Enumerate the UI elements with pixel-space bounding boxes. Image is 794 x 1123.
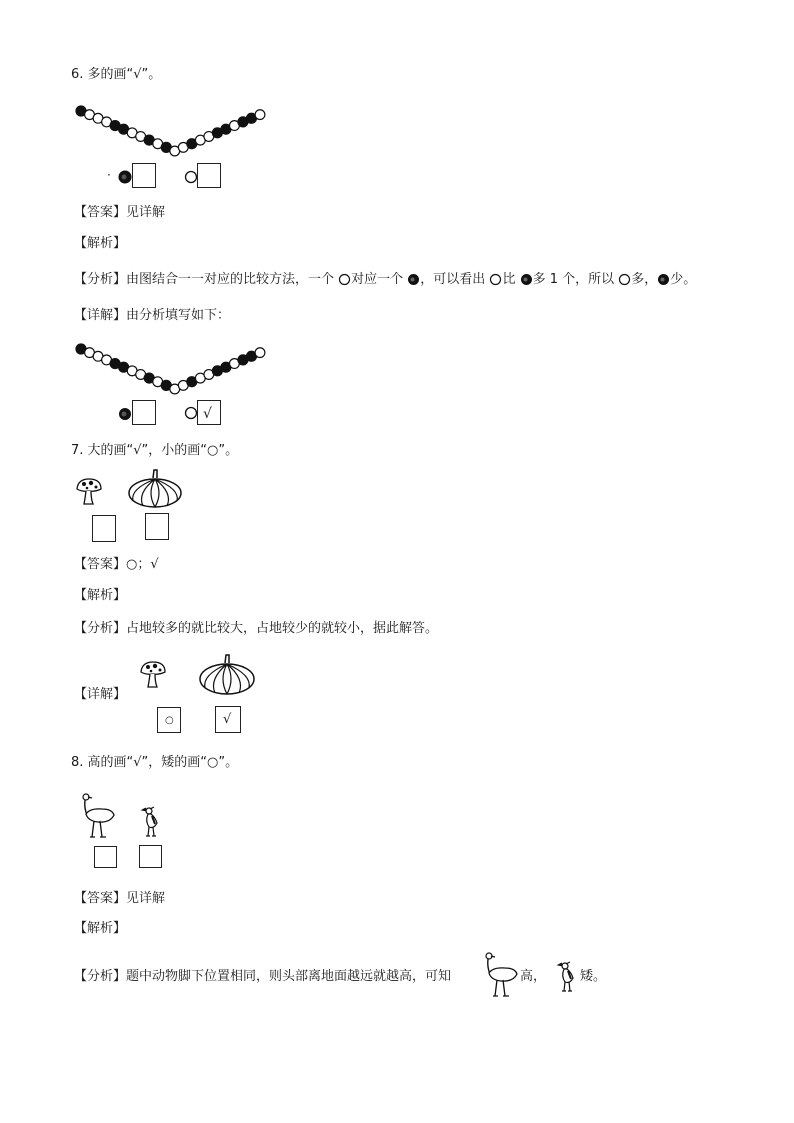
answer-tag: 【答案】: [74, 557, 127, 572]
answer-box-pumpkin[interactable]: [215, 706, 241, 733]
bead-string-figure: [74, 342, 268, 398]
bird-icon: [556, 961, 578, 993]
ostrich-icon: [481, 952, 521, 998]
black-bead-icon: [657, 273, 670, 286]
black-bead-icon: [118, 170, 132, 184]
fenxi-text: 多 1 个，所以: [532, 272, 619, 287]
pumpkin-icon: [198, 654, 256, 696]
q8-fenxi: [74, 968, 451, 986]
answer-text: ○；√: [126, 557, 159, 572]
answer-box-mushroom[interactable]: [157, 707, 181, 733]
check-mark: √: [223, 712, 232, 727]
fenxi-text: 题中动物脚下位置相同，则头部离地面越远就越高，可知: [126, 969, 452, 984]
white-bead-icon: [184, 406, 198, 420]
answer-box-bird[interactable]: [139, 845, 162, 868]
q8-answer: [74, 890, 165, 908]
answer-box-white[interactable]: [197, 400, 221, 425]
q6-detail: [74, 307, 230, 325]
circle-mark: ○: [165, 715, 174, 726]
answer-text: 见详解: [126, 205, 166, 220]
bird-icon: [140, 806, 162, 838]
answer-box-white[interactable]: [197, 163, 221, 188]
fenxi-text: 少。: [670, 272, 697, 287]
answer-tag: 【答案】: [74, 891, 127, 906]
q8-analysis-tag: 【解析】: [74, 921, 127, 936]
mushroom-icon: [139, 660, 167, 690]
q6-answer: [74, 204, 165, 222]
q6-title: 6. 多的画“√”。: [71, 67, 162, 82]
fenxi-text: 对应一个: [351, 272, 408, 287]
detail-tag: 【详解】: [74, 308, 127, 323]
fenxi-text: 比: [502, 272, 520, 287]
check-mark: √: [203, 406, 212, 422]
black-bead-icon: [118, 407, 132, 421]
answer-tag: 【答案】: [74, 205, 127, 220]
white-bead: [255, 110, 265, 120]
white-bead-icon: [184, 170, 198, 184]
black-bead-icon: [407, 273, 420, 286]
fenxi-text: 由图结合一一对应的比较方法，一个: [126, 272, 339, 287]
answer-box-black[interactable]: [132, 400, 156, 425]
q6-fenxi: [74, 271, 696, 289]
answer-box-ostrich[interactable]: [94, 846, 117, 868]
bead-string-figure: [74, 104, 268, 160]
white-bead-icon: [618, 273, 631, 286]
fenxi-text: 多，: [631, 272, 658, 287]
fenxi-text: ，可以看出: [420, 272, 490, 287]
fenxi-tag: 【分析】: [74, 969, 127, 984]
white-bead: [255, 348, 265, 358]
ostrich-icon: [78, 793, 118, 839]
black-bead-icon: [520, 273, 533, 286]
fenxi-text: 高，: [520, 969, 547, 984]
pumpkin-icon: [127, 469, 183, 509]
mushroom-icon: [75, 477, 103, 507]
q7-detail-tag: 【详解】: [74, 687, 127, 702]
q7-fenxi: [74, 620, 438, 638]
answer-box-mushroom[interactable]: [92, 515, 116, 542]
answer-box-pumpkin[interactable]: [145, 513, 169, 540]
dot-mark: ·: [107, 168, 111, 182]
fenxi-text: 矮。: [580, 969, 607, 984]
fenxi-tag: 【分析】: [74, 621, 127, 636]
detail-text: 由分析填写如下：: [126, 308, 231, 323]
answer-box-black[interactable]: [132, 163, 156, 188]
q8-title: 8. 高的画“√”，矮的画“○”。: [71, 755, 239, 770]
q6-analysis-tag: 【解析】: [74, 236, 127, 251]
q7-title: 7. 大的画“√”，小的画“○”。: [71, 443, 239, 458]
fenxi-tag: 【分析】: [74, 272, 127, 287]
answer-text: 见详解: [126, 891, 166, 906]
white-bead-icon: [338, 273, 351, 286]
q7-answer: [74, 556, 159, 574]
q7-analysis-tag: 【解析】: [74, 588, 127, 603]
white-bead-icon: [489, 273, 502, 286]
fenxi-text: 占地较多的就比较大，占地较少的就较小，据此解答。: [126, 621, 439, 636]
